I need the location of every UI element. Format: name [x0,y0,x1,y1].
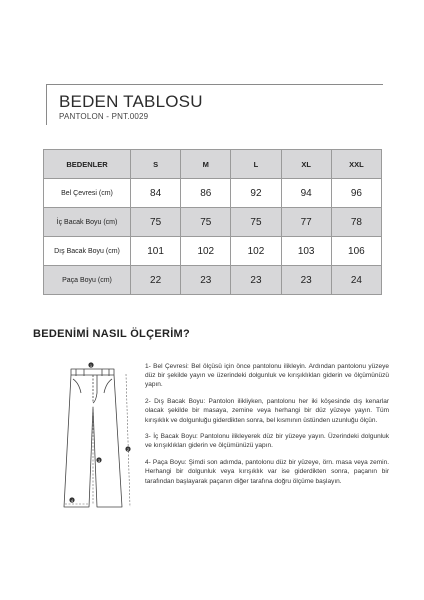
step-waist: 1- Bel Çevresi: Bel ölçüsü için önce pantolonu ilikleyin. Ardından pantolonu yüzeye düz bir şekilde yayın ve üzerindeki dolgunluk ve kırışıklıkları giderin ve ölçümünüzü yapın. [145,362,389,389]
marker-1 [88,362,93,367]
column-header: M [181,150,231,179]
table-cell: 75 [181,208,231,237]
table-cell: 84 [131,179,181,208]
table-cell: 86 [181,179,231,208]
marker-2 [125,446,130,451]
row-label: Paça Boyu (cm) [44,266,131,295]
table-cell: 78 [331,208,381,237]
table-cell: 23 [281,266,331,295]
svg-text:1: 1 [90,363,92,368]
column-header: XL [281,150,331,179]
table-row [44,266,382,295]
table-cell: 103 [281,237,331,266]
pants-outline [64,375,122,507]
outseam-line [126,374,130,507]
row-label: Dış Bacak Boyu (cm) [44,237,131,266]
column-header: L [231,150,281,179]
svg-text:4: 4 [71,498,73,503]
size-table [43,149,382,295]
pants-waistband [71,369,114,375]
row-label: Bel Çevresi (cm) [44,179,131,208]
page-title: BEDEN TABLOSU [59,92,203,111]
table-cell: 77 [281,208,331,237]
chart-header [46,84,383,125]
table-cell: 24 [331,266,381,295]
table-cell: 23 [181,266,231,295]
table-cell: 92 [231,179,281,208]
pants-diagram [52,357,140,515]
measure-steps [145,355,389,493]
marker-3 [96,457,101,462]
table-row [44,208,382,237]
column-header: S [131,150,181,179]
table-header-row [44,150,382,179]
marker-4 [69,497,74,502]
table-cell: 75 [231,208,281,237]
table-cell: 96 [331,179,381,208]
table-cell: 23 [231,266,281,295]
table-row [44,179,382,208]
table-cell: 106 [331,237,381,266]
step-hem: 4- Paça Boyu: Şimdi son adımda, pantolonu düz bir yüzeye, örn. masa veya zemin. Herhangi bir dolgunluk veya kırışıklık var ise giderdikten sonra, paçanın bir tarafından başlayarak paçanın diğer tarafına doğru ölçüme başlayın. [145,458,389,485]
column-header: XXL [331,150,381,179]
svg-text:3: 3 [98,458,100,463]
measure-section-title: BEDENİMİ NASIL ÖLÇERİM? [33,328,191,340]
table-cell: 75 [131,208,181,237]
svg-text:2: 2 [127,447,129,452]
column-header: BEDENLER [44,150,131,179]
table-row [44,237,382,266]
step-inseam: 3- İç Bacak Boyu: Pantolonu ilikleyerek düz bir yüzeye yayın. Üzerindeki dolgunluk ve kırışıklıkları giderin ve ölçümünüzü yapın. [145,432,389,450]
table-cell: 102 [231,237,281,266]
step-outseam: 2- Dış Bacak Boyu: Pantolon ilikliyken, pantolonu her iki köşesinde dış kenarlar olacak şekilde bir masaya, zemine veya herhangi bir düz yüzeye yayın. Tüm kırışıklık ve dolgunluğu giderdikten sonra, bel kısmının üstünden uzunluğu ölçün. [145,397,389,424]
product-code: PANTOLON - PNT.0029 [59,112,149,121]
table-cell: 22 [131,266,181,295]
table-cell: 94 [281,179,331,208]
table-cell: 102 [181,237,231,266]
table-cell: 101 [131,237,181,266]
row-label: İç Bacak Boyu (cm) [44,208,131,237]
